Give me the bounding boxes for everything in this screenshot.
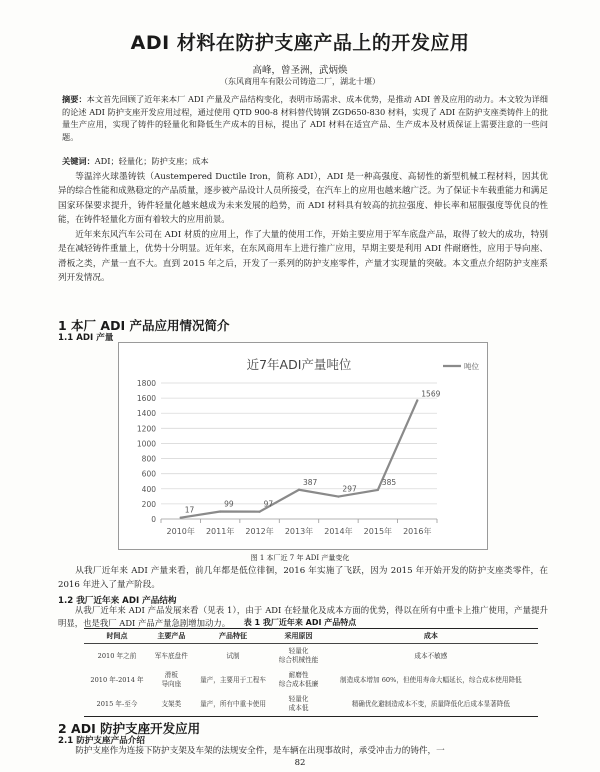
section-1-1-heading: 1.1 ADI 产量 — [58, 333, 114, 343]
abstract-label: 摘要： — [62, 94, 87, 104]
table-cell: 试制 — [226, 651, 240, 660]
table-cell: 轻量化 综合机械性能 — [278, 647, 319, 664]
x-tick-label: 2011年 — [205, 527, 235, 536]
keywords-label: 关键词： — [62, 156, 95, 166]
data-label: 97 — [263, 499, 274, 509]
paper-title: ADI 材料在防护支座产品上的开发应用 — [130, 32, 470, 54]
data-point — [377, 489, 379, 491]
table-cell: 支架类 — [150, 692, 193, 717]
table-header-0: 时间点 — [84, 629, 150, 644]
abstract — [62, 93, 548, 143]
data-label: 1569 — [421, 389, 441, 399]
x-tick-label: 2016年 — [403, 527, 432, 536]
y-tick-label: 1800 — [136, 379, 156, 388]
section-2-1-heading: 2.1 防护支座产品介绍 — [58, 736, 145, 746]
table-cell: 2015 年-至今 — [84, 692, 150, 717]
x-tick-label: 2014年 — [324, 527, 353, 536]
section-1-heading: 1 本厂 ADI 产品应用情况简介 — [58, 318, 230, 333]
x-tick-label: 2015年 — [363, 527, 393, 536]
table-cell: 耐磨性 综合成本低廉 — [278, 671, 319, 688]
data-point — [416, 399, 418, 401]
paragraph-2: 近年来东风汽车公司在 ADI 材质的应用上，作了大量的使用工作，开始主要应用于军车底盘产品，取得了较大的成功，特别是在减轻铸件重量上，优势十分明显。近年来，在东风商用车上进行推广应用，早期主要是利用 ADI 件耐磨性，应用于导向座、滑板之类，产量一直不大。直到 2015 年之后，开发了一系列的防护支座零件，产量才实现量的突破。本文重点介绍防护支座系列开发情况。 — [58, 230, 548, 284]
y-tick-label: 600 — [141, 469, 156, 479]
table-cell: 量产，所有中重卡使用 — [193, 692, 274, 717]
table-caption: 表 1 我厂近年来 ADI 产品特点 — [243, 618, 357, 627]
x-tick-label: 2013年 — [284, 527, 314, 536]
y-tick-label: 800 — [141, 454, 156, 464]
y-tick-label: 200 — [141, 499, 156, 509]
table-cell: 2010 年之前 — [97, 651, 137, 660]
table-cell: 2010 年-2014 年 — [90, 675, 144, 684]
page-number: 82 — [294, 758, 306, 768]
data-point — [180, 517, 182, 519]
product-table — [84, 628, 538, 717]
line-chart — [119, 343, 487, 549]
table-row — [84, 668, 538, 692]
chart-frame — [118, 342, 488, 550]
paragraph-3: 从我厂近年来 ADI 产量来看，前几年都是低位徘徊，2016 年实施了飞跃，因为 2015 年开始开发的防护支座类零件，在 2016 年进入了量产阶段。 — [58, 566, 548, 591]
paragraph-1: 等温淬火球墨铸铁（Austempered Ductile Iron，简称 ADI），ADI 是一种高强度、高韧性的新型机械工程材料，因其优异的综合性能和成熟稳定的产品质量，逐步被产品设计人员所接受，在汽车上的应用也越来越广泛。为了保证卡车载重能力和满足国家环保要求提升，铸件轻量化越来越成为未来发展的趋势，而 ADI 材料具有较高的抗拉强度、伸长率和屈服强度等优良的性能，在铸件轻量化方面有着较大的应用前景。 — [58, 172, 548, 226]
data-label: 385 — [381, 477, 397, 487]
y-tick-label: 1400 — [136, 409, 156, 419]
table-cell: 制造成本增加 60%，但使用寿命大幅延长，综合成本使用降低 — [340, 675, 522, 684]
table-header-4: 成本 — [324, 629, 538, 644]
abstract-text: 本文首先回顾了近年来本厂 ADI 产量及产品结构变化，表明市场需求、成本优势，是推动 ADI 普及应用的动力。本文较为详细的论述 ADI 防护支座开发应用过程，通过使用 QTD 900-8 材料替代铸钢 ZGD650-830 材料，实现了 ADI 在防护支座类铸件上的批量生产应用，实现了铸件的轻量化和降低生产成本的目标，提出了 ADI 材料在适宜产品、生产成本及材质保证上需要注意的一些问题。 — [62, 94, 548, 142]
table-cell: 滑板 导向座 — [161, 671, 182, 688]
chart-title: 近7年ADI产量吨位 — [246, 357, 352, 372]
table-cell: 成本不敏感 — [414, 651, 448, 660]
table-cell: 量产，主要用于工程车 — [200, 675, 266, 684]
data-label: 17 — [184, 505, 195, 515]
figure-caption: 图 1 本厂近 7 年 ADI 产量变化 — [250, 554, 350, 562]
table-body — [84, 644, 538, 717]
table-cell: 精确优化避制造成本不变，质量降低化后成本显著降低 — [324, 692, 538, 717]
table-row — [84, 692, 538, 717]
data-point — [258, 510, 260, 512]
table-row — [84, 644, 538, 669]
y-tick-label: 1200 — [136, 424, 156, 434]
table-header-1: 主要产品 — [150, 629, 193, 644]
section-2-heading: 2 ADI 防护支座开发应用 — [58, 721, 201, 736]
table-header-2: 产品特征 — [193, 629, 274, 644]
paragraph-4: 从我厂近年来 ADI 产品发展来看（见表 1），由于 ADI 在轻量化及成本方面的优势，得以在所有中重卡上推广使用，产量提升明显，也是我厂 ADI 产品产量急剧增加动力。 — [58, 605, 548, 628]
data-point — [298, 489, 300, 491]
y-tick-label: 1000 — [136, 439, 156, 449]
y-tick-label: 0 — [151, 515, 156, 524]
legend-label: 吨位 — [464, 362, 479, 371]
y-tick-label: 400 — [141, 484, 156, 494]
paragraph-5: 防护支座作为连接下防护支架及车架的法规安全件，是车辆在出现事故时，承受冲击力的铸件，一 — [75, 746, 445, 756]
keywords-text: ADI；轻量化；防护支座；成本 — [94, 156, 209, 166]
data-label: 387 — [303, 477, 318, 487]
data-point — [337, 495, 339, 497]
x-tick-label: 2012年 — [245, 527, 274, 536]
authors: 高峰，曾圣洲，武炳焕 — [252, 65, 348, 76]
data-label: 99 — [224, 499, 234, 509]
section-1-2-heading: 1.2 我厂近年来 ADI 产品结构 — [58, 596, 177, 606]
x-tick-label: 2010年 — [166, 527, 195, 536]
data-label: 297 — [342, 484, 357, 494]
table-header-row — [84, 629, 538, 644]
affiliation: （东风商用车有限公司铸造二厂，湖北十堰） — [220, 77, 380, 86]
y-tick-label: 1600 — [136, 394, 156, 404]
table-cell: 军车底盘件 — [154, 651, 188, 660]
table-header-3: 采用原因 — [273, 629, 323, 644]
table-cell: 轻量化 成本低 — [273, 692, 323, 717]
series-line — [181, 400, 418, 517]
keywords — [62, 156, 548, 167]
data-point — [219, 510, 221, 512]
